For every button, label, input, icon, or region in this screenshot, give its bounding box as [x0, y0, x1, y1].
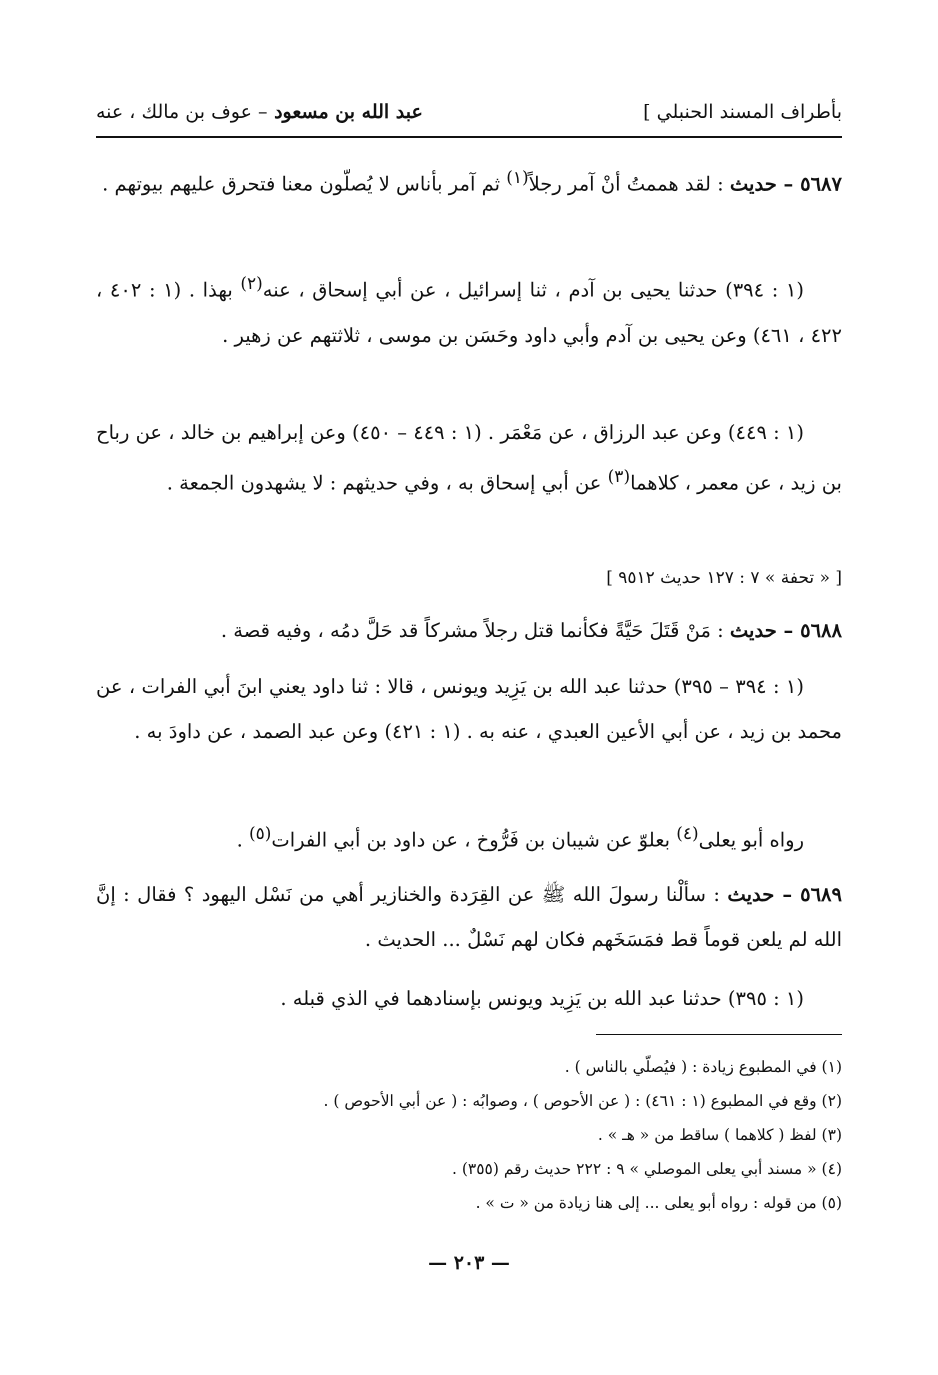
footnote-rule — [596, 1034, 842, 1035]
page — [96, 0, 842, 1375]
isnad-5688-a: (١ : ٣٩٤ – ٣٩٥) حدثنا عبد الله بن يَزِيد ويونس ، قالا : ثنا داود يعني ابنَ أبي الفرات ، عن محمد بن زيد ، عن أبي الأعين العبدي ، عنه به . (١ : ٤٢١) وعن عبد الصمد ، عن داودَ به . — [96, 675, 842, 743]
header-book-title: بأطراف المسند الحنبلي ] — [643, 101, 842, 123]
hadith-text: : سألْنا رسولَ الله ﷺ عن القِرَدة والخنازير أهي من نَسْل اليهود ؟ فقال : إنَّ الله لم يلعن قوماً قط فمَسَخَهم فكان لهم نَسْلٌ ... الحديث . — [96, 883, 842, 951]
isnad-text-cont: عن أبي إسحاق به ، وفي حديثهم : لا يشهدون الجمعة . — [166, 471, 608, 495]
running-header — [96, 96, 842, 128]
footnote-ref-3: (٣) — [607, 467, 631, 487]
hadith-text-cont: ثم آمر بأناس لا يُصلّون معنا فتحرق عليهم بيوتهم . — [102, 172, 507, 196]
footnote-1: (١) في المطبوع زيادة : ( فيُصلّي بالناس ) . — [564, 1058, 842, 1076]
isnad-text: (١ : ٤٤٩) وعن عبد الرزاق ، عن مَعْمَر . (١ : ٤٤٩ – ٤٥٠) وعن إبراهيم بن خالد ، عن رباح بن زيد ، عن معمر ، كلاهما — [96, 421, 842, 495]
hadith-number: ٥٦٨٩ — [800, 883, 843, 906]
isnad-5688-b — [96, 812, 842, 863]
page-number: — ٢٠٣ — — [428, 1252, 510, 1274]
header-rule — [96, 136, 842, 138]
isnad-5689: (١ : ٣٩٥) حدثنا عبد الله بن يَزِيد ويونس بإسنادهما في الذي قبله . — [280, 987, 804, 1010]
footnote-ref-5: (٥) — [248, 824, 272, 844]
tuhfa-reference: [ « تحفة » ٧ : ١٢٧ حديث ٩٥١٢ ] — [606, 568, 842, 588]
footnote-ref-1: (١) — [506, 168, 529, 188]
footnote-ref-2: (٢) — [240, 274, 263, 294]
hadith-label: – حديث — [727, 883, 801, 906]
footnote-3: (٣) لفظ ( كلاهما ) ساقط من « هـ » . — [597, 1126, 842, 1144]
isnad-5687-a — [96, 262, 842, 358]
isnad-text-cont: بعلوّ عن شيبان بن فَرُّوخ ، عن داود بن أبي الفرات — [271, 828, 677, 852]
hadith-label: – حديث — [729, 172, 801, 196]
hadith-text: : لقد هممتُ أنْ آمر رجلاً — [528, 172, 730, 196]
header-chapter-sub: – عوف بن مالك ، عنه — [96, 101, 268, 123]
isnad-text: رواه أبو يعلى — [698, 828, 804, 852]
isnad-5687-b — [96, 410, 842, 506]
footnote-5: (٥) من قوله : رواه أبو يعلى ... إلى هنا زيادة من « ت » . — [475, 1194, 842, 1212]
hadith-text: : مَنْ قَتَلَ حَيَّةً فكأنما قتل رجلاً مشركاً قد حَلَّ دمُه ، وفيه قصة . — [220, 619, 730, 642]
hadith-5688 — [96, 608, 842, 653]
footnotes — [96, 1050, 842, 1220]
isnad-text: (١ : ٣٩٤) حدثنا يحيى بن آدم ، ثنا إسرائيل ، عن أبي إسحاق ، عنه — [262, 278, 805, 302]
header-chapter-title — [96, 101, 423, 123]
hadith-5689 — [96, 872, 842, 962]
hadith-5687 — [96, 156, 842, 207]
hadith-label: – حديث — [729, 619, 801, 642]
footnote-4: (٤) « مسند أبي يعلى الموصلي » ٩ : ٢٢٢ حديث رقم (٣٥٥) . — [451, 1160, 842, 1178]
footnote-ref-4: (٤) — [676, 824, 699, 844]
footnote-2: (٢) وقع في المطبوع (١ : ٤٦١) : ( عن الأحوص ) ، وصوابُه : ( عن أبي الأحوص ) . — [323, 1092, 842, 1110]
isnad-text-end: . — [236, 828, 249, 852]
header-chapter-main: عبد الله بن مسعود — [274, 101, 423, 123]
hadith-number: ٥٦٨٧ — [800, 172, 842, 196]
hadith-number: ٥٦٨٨ — [800, 619, 842, 642]
isnad-text-cont: بهذا . (١ : ٤٠٢ ، ٤٢٢ ، ٤٦١) وعن يحيى بن آدم وأبي داود وحَسَن بن موسى ، ثلاثتهم عن زهير . — [96, 278, 842, 347]
